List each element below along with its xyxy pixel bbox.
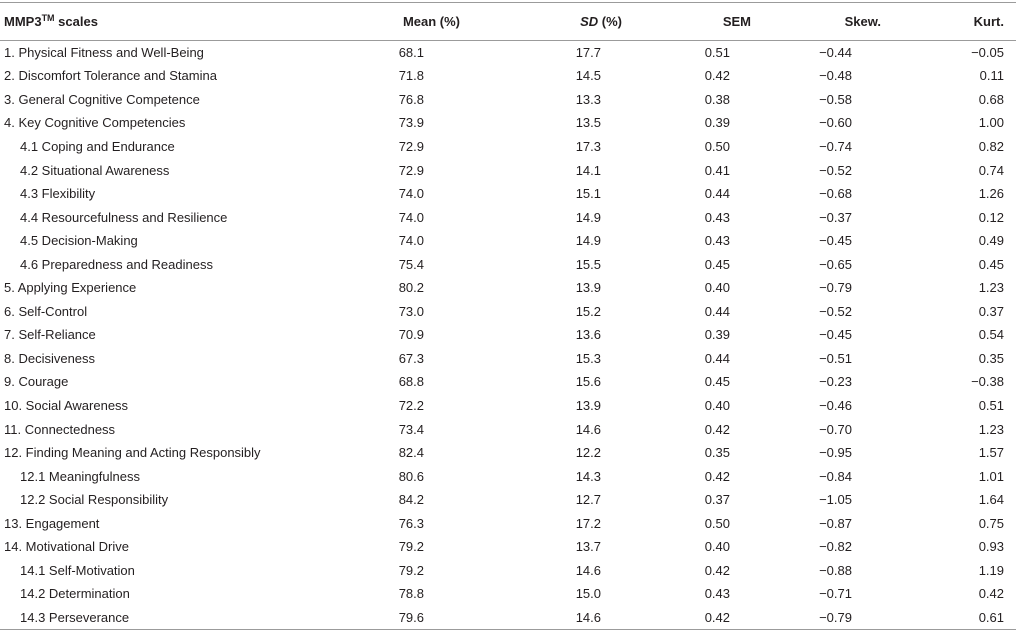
table-row <box>0 441 1016 465</box>
cell-mean: 73.4 <box>398 421 424 437</box>
table-row <box>0 417 1016 441</box>
cell-kurt: 0.93 <box>978 539 1004 555</box>
cell-mean: 80.6 <box>398 468 424 484</box>
cell-skew: −0.46 <box>819 397 852 413</box>
header-sd-italic: SD <box>580 14 599 29</box>
cell-sem: 0.39 <box>704 327 730 343</box>
table-header <box>0 3 1016 41</box>
cell-mean: 74.0 <box>398 209 424 225</box>
cell-kurt: 1.57 <box>978 445 1004 461</box>
cell-kurt: 0.37 <box>978 303 1004 319</box>
header-row <box>0 3 1016 41</box>
table-row <box>0 252 1016 276</box>
cell-sd: 12.2 <box>575 445 601 461</box>
cell-name: 1. Physical Fitness and Well-Being <box>4 45 204 61</box>
header-scales-prefix: MMP3 <box>4 14 42 29</box>
table-row <box>0 229 1016 253</box>
cell-name: 5. Applying Experience <box>4 280 137 296</box>
cell-skew: −0.23 <box>819 374 852 390</box>
cell-sem: 0.44 <box>704 303 730 319</box>
cell-mean: 68.8 <box>398 374 424 390</box>
cell-skew: −0.52 <box>819 162 852 178</box>
cell-skew: −1.05 <box>819 492 852 508</box>
cell-name: 4.4 Resourcefulness and Resilience <box>20 209 228 225</box>
table-row <box>0 606 1016 630</box>
cell-mean: 72.9 <box>398 138 424 154</box>
table-row <box>0 158 1016 182</box>
cell-sd: 15.2 <box>575 303 601 319</box>
cell-sd: 13.7 <box>575 539 601 555</box>
table-row <box>0 276 1016 300</box>
cell-sem: 0.40 <box>704 280 730 296</box>
table-row <box>0 464 1016 488</box>
cell-skew: −0.87 <box>819 515 852 531</box>
cell-mean: 80.2 <box>398 280 424 296</box>
cell-mean: 70.9 <box>398 327 424 343</box>
cell-kurt: 0.75 <box>978 515 1004 531</box>
cell-sem: 0.45 <box>704 374 730 390</box>
cell-mean: 79.2 <box>398 539 424 555</box>
table-row <box>0 394 1016 418</box>
cell-sd: 13.3 <box>575 91 601 107</box>
cell-kurt: 1.64 <box>978 492 1004 508</box>
cell-sd: 15.1 <box>575 186 601 202</box>
cell-sem: 0.40 <box>704 539 730 555</box>
cell-sem: 0.45 <box>704 256 730 272</box>
table-row <box>0 347 1016 371</box>
cell-skew: −0.88 <box>819 562 852 578</box>
cell-sem: 0.44 <box>704 186 730 202</box>
cell-skew: −0.68 <box>819 186 852 202</box>
cell-mean: 79.6 <box>334 606 480 630</box>
table-row <box>0 488 1016 512</box>
header-mean: Mean (%) <box>334 3 480 41</box>
table-row <box>0 41 1016 65</box>
cell-name: 4.1 Coping and Endurance <box>20 138 175 154</box>
cell-name: 3. General Cognitive Competence <box>4 91 200 107</box>
cell-mean: 73.9 <box>398 115 424 131</box>
cell-mean: 67.3 <box>398 350 424 366</box>
cell-kurt: 0.74 <box>978 162 1004 178</box>
cell-sd: 13.9 <box>575 280 601 296</box>
header-sd <box>480 3 644 41</box>
cell-kurt: 1.23 <box>978 421 1004 437</box>
mmp3-scales-statistics-table <box>0 2 1016 630</box>
cell-sem: 0.37 <box>704 492 730 508</box>
cell-name: 12. Finding Meaning and Acting Responsibly <box>4 445 261 461</box>
cell-sem: 0.51 <box>704 45 730 61</box>
cell-mean: 76.3 <box>398 515 424 531</box>
cell-sem: 0.35 <box>704 445 730 461</box>
table-row <box>0 111 1016 135</box>
cell-mean: 73.0 <box>398 303 424 319</box>
cell-sd: 17.7 <box>575 45 601 61</box>
cell-sem: 0.50 <box>704 138 730 154</box>
table-row <box>0 205 1016 229</box>
cell-name: 8. Decisiveness <box>4 350 96 366</box>
cell-name: 10. Social Awareness <box>4 397 129 413</box>
cell-sd: 15.3 <box>575 350 601 366</box>
cell-skew: −0.37 <box>819 209 852 225</box>
cell-sd: 13.5 <box>575 115 601 131</box>
header-skew: Skew. <box>767 3 899 41</box>
cell-name: 14.3 Perseverance <box>0 606 334 630</box>
cell-kurt: 0.49 <box>978 233 1004 249</box>
cell-sd: 15.5 <box>575 256 601 272</box>
cell-sd: 13.9 <box>575 397 601 413</box>
table-row <box>0 559 1016 583</box>
cell-sd: 15.0 <box>575 586 601 602</box>
cell-sem: 0.42 <box>704 562 730 578</box>
cell-skew: −0.74 <box>819 138 852 154</box>
cell-sem: 0.43 <box>704 209 730 225</box>
cell-name: 4.5 Decision-Making <box>20 233 138 249</box>
cell-name: 4.6 Preparedness and Readiness <box>20 256 213 272</box>
table-row <box>0 64 1016 88</box>
cell-kurt: 0.54 <box>978 327 1004 343</box>
cell-mean: 74.0 <box>398 186 424 202</box>
cell-mean: 71.8 <box>398 68 424 84</box>
cell-skew: −0.51 <box>819 350 852 366</box>
header-kurt: Kurt. <box>899 3 1016 41</box>
cell-mean: 82.4 <box>398 445 424 461</box>
cell-sd: 14.6 <box>575 421 601 437</box>
cell-mean: 79.2 <box>398 562 424 578</box>
cell-skew: −0.79 <box>819 280 852 296</box>
cell-name: 4.3 Flexibility <box>20 186 96 202</box>
cell-skew: −0.79 <box>767 606 899 630</box>
cell-name: 11. Connectedness <box>4 421 116 437</box>
cell-mean: 72.9 <box>398 162 424 178</box>
cell-skew: −0.65 <box>819 256 852 272</box>
cell-kurt: 0.51 <box>978 397 1004 413</box>
cell-sem: 0.42 <box>704 468 730 484</box>
cell-kurt: 0.82 <box>978 138 1004 154</box>
cell-sd: 13.6 <box>575 327 601 343</box>
cell-sd: 14.9 <box>575 209 601 225</box>
table-row <box>0 323 1016 347</box>
cell-sd: 14.6 <box>575 562 601 578</box>
table-row <box>0 370 1016 394</box>
cell-kurt: 0.61 <box>899 606 1016 630</box>
cell-sem: 0.42 <box>644 606 767 630</box>
trademark-superscript: TM <box>41 13 55 23</box>
cell-sem: 0.39 <box>704 115 730 131</box>
cell-sd: 15.6 <box>575 374 601 390</box>
cell-mean: 78.8 <box>398 586 424 602</box>
header-scales <box>0 3 334 41</box>
cell-sem: 0.50 <box>704 515 730 531</box>
cell-sem: 0.43 <box>704 586 730 602</box>
cell-mean: 74.0 <box>398 233 424 249</box>
table-row <box>0 182 1016 206</box>
cell-mean: 72.2 <box>398 397 424 413</box>
cell-mean: 75.4 <box>398 256 424 272</box>
cell-kurt: 1.26 <box>978 186 1004 202</box>
cell-kurt: 0.45 <box>978 256 1004 272</box>
cell-sd: 17.3 <box>575 138 601 154</box>
cell-skew: −0.84 <box>819 468 852 484</box>
cell-kurt: 1.23 <box>978 280 1004 296</box>
cell-kurt: −0.38 <box>971 374 1004 390</box>
cell-sd: 12.7 <box>575 492 601 508</box>
cell-name: 9. Courage <box>4 374 69 390</box>
cell-name: 7. Self-Reliance <box>4 327 96 343</box>
cell-kurt: 0.11 <box>979 68 1004 84</box>
cell-kurt: 0.42 <box>978 586 1004 602</box>
table-row <box>0 582 1016 606</box>
header-sd-suffix: (%) <box>598 14 622 29</box>
cell-sem: 0.43 <box>704 233 730 249</box>
cell-name: 6. Self-Control <box>4 303 88 319</box>
table-row <box>0 535 1016 559</box>
cell-sd: 14.5 <box>575 68 601 84</box>
cell-name: 2. Discomfort Tolerance and Stamina <box>4 68 217 84</box>
cell-kurt: 1.19 <box>978 562 1004 578</box>
cell-skew: −0.82 <box>819 539 852 555</box>
table-row <box>0 511 1016 535</box>
cell-name: 12.1 Meaningfulness <box>20 468 140 484</box>
cell-skew: −0.48 <box>819 68 852 84</box>
cell-skew: −0.60 <box>819 115 852 131</box>
cell-sd: 14.3 <box>575 468 601 484</box>
cell-skew: −0.45 <box>819 233 852 249</box>
cell-sd: 14.6 <box>480 606 644 630</box>
table-row <box>0 300 1016 324</box>
cell-mean: 84.2 <box>398 492 424 508</box>
cell-skew: −0.44 <box>819 45 852 61</box>
cell-sd: 17.2 <box>575 515 601 531</box>
cell-kurt: 1.01 <box>978 468 1004 484</box>
cell-sem: 0.42 <box>704 421 730 437</box>
cell-kurt: 0.35 <box>978 350 1004 366</box>
cell-kurt: 0.68 <box>978 91 1004 107</box>
cell-skew: −0.45 <box>819 327 852 343</box>
cell-name: 4. Key Cognitive Competencies <box>4 115 186 131</box>
cell-name: 14.2 Determination <box>20 586 130 602</box>
header-sem: SEM <box>644 3 767 41</box>
cell-sem: 0.38 <box>704 91 730 107</box>
cell-skew: −0.71 <box>819 586 852 602</box>
cell-mean: 76.8 <box>398 91 424 107</box>
cell-name: 14.1 Self-Motivation <box>20 562 135 578</box>
cell-skew: −0.52 <box>819 303 852 319</box>
cell-skew: −0.70 <box>819 421 852 437</box>
cell-kurt: 1.00 <box>978 115 1004 131</box>
cell-sem: 0.44 <box>704 350 730 366</box>
table-row <box>0 88 1016 112</box>
cell-sd: 14.9 <box>575 233 601 249</box>
cell-name: 12.2 Social Responsibility <box>20 492 169 508</box>
header-scales-suffix: scales <box>54 14 98 29</box>
cell-kurt: 0.12 <box>978 209 1004 225</box>
cell-name: 13. Engagement <box>4 515 100 531</box>
cell-sem: 0.42 <box>704 68 730 84</box>
cell-sd: 14.1 <box>575 162 601 178</box>
cell-name: 4.2 Situational Awareness <box>20 162 170 178</box>
cell-sem: 0.40 <box>704 397 730 413</box>
cell-mean: 68.1 <box>398 45 424 61</box>
cell-skew: −0.95 <box>819 445 852 461</box>
cell-kurt: −0.05 <box>971 45 1004 61</box>
table-row <box>0 135 1016 159</box>
cell-sem: 0.41 <box>704 162 730 178</box>
cell-skew: −0.58 <box>819 91 852 107</box>
table-body <box>0 41 1016 630</box>
cell-name: 14. Motivational Drive <box>4 539 129 555</box>
